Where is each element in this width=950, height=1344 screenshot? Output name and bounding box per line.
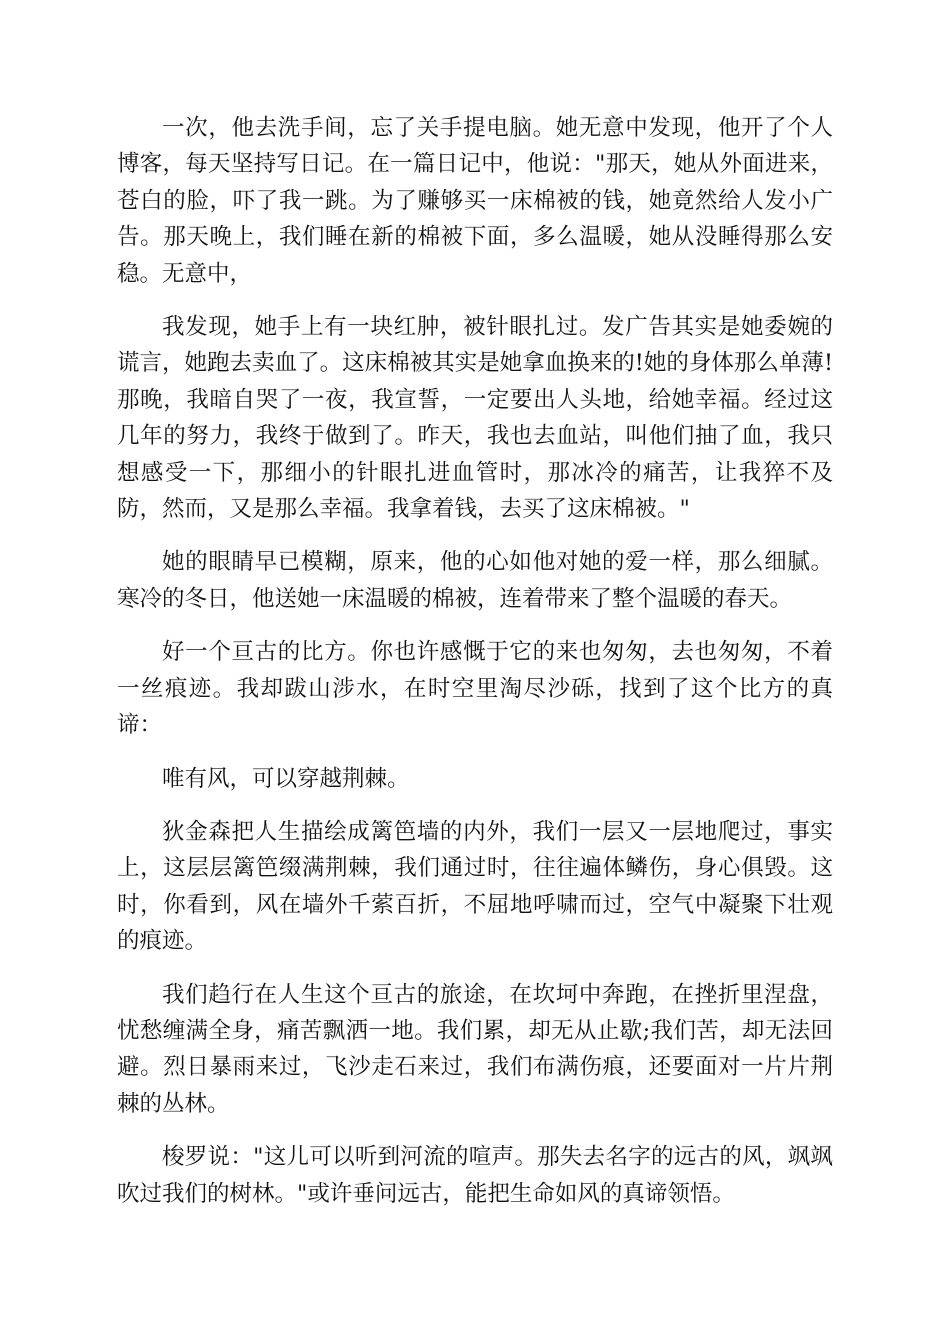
- paragraph: 好一个亘古的比方。你也许感慨于它的来也匆匆，去也匆匆，不着一丝痕迹。我却跋山涉水，在时空里淘尽沙砾，找到了这个比方的真谛：: [117, 639, 833, 739]
- paragraph: 我们趋行在人生这个亘古的旅途，在坎坷中奔跑，在挫折里涅盘，忧愁缠满全身，痛苦飘洒一地。我们累，却无从止歇;我们苦，却无法回避。烈日暴雨来过，飞沙走石来过，我们布满伤痕，还要面对一片片荆棘的丛林。: [117, 981, 833, 1117]
- paragraph: 狄金森把人生描绘成篱笆墙的内外，我们一层又一层地爬过，事实上，这层层篱笆缀满荆棘，我们通过时，往往遍体鳞伤，身心俱毁。这时，你看到，风在墙外千萦百折，不屈地呼啸而过，空气中凝聚下壮观的痕迹。: [117, 818, 833, 955]
- paragraph: 梭罗说："这儿可以听到河流的喧声。那失去名字的远古的风，飒飒吹过我们的树林。"或许垂问远古，能把生命如风的真谛领悟。: [117, 1144, 833, 1207]
- paragraph: 我发现，她手上有一块红肿，被针眼扎过。发广告其实是她委婉的谎言，她跑去卖血了。这床棉被其实是她拿血换来的!她的身体那么单薄!那晚，我暗自哭了一夜，我宣誓，一定要出人头地，给她幸福。经过这几年的努力，我终于做到了。昨天，我也去血站，叫他们抽了血，我只想感受一下，那细小的针眼扎进血管时，那冰冷的痛苦，让我猝不及防，然而，又是那么幸福。我拿着钱，去买了这床棉被。": [117, 314, 833, 523]
- paragraph: 唯有风，可以穿越荆棘。: [162, 765, 410, 792]
- document-body: [117, 110, 833, 1229]
- paragraph: 她的眼睛早已模糊，原来，他的心如他对她的爱一样，那么细腻。寒冷的冬日，他送她一床温暖的棉被，连着带来了整个温暖的春天。: [117, 549, 833, 612]
- paragraph: 一次，他去洗手间，忘了关手提电脑。她无意中发现，他开了个人博客，每天坚持写日记。在一篇日记中，他说："那天，她从外面进来，苍白的脸，吓了我一跳。为了赚够买一床棉被的钱，她竟然给人发小广告。那天晚上，我们睡在新的棉被下面，多么温暖，她从没睡得那么安稳。无意中，: [117, 115, 833, 287]
